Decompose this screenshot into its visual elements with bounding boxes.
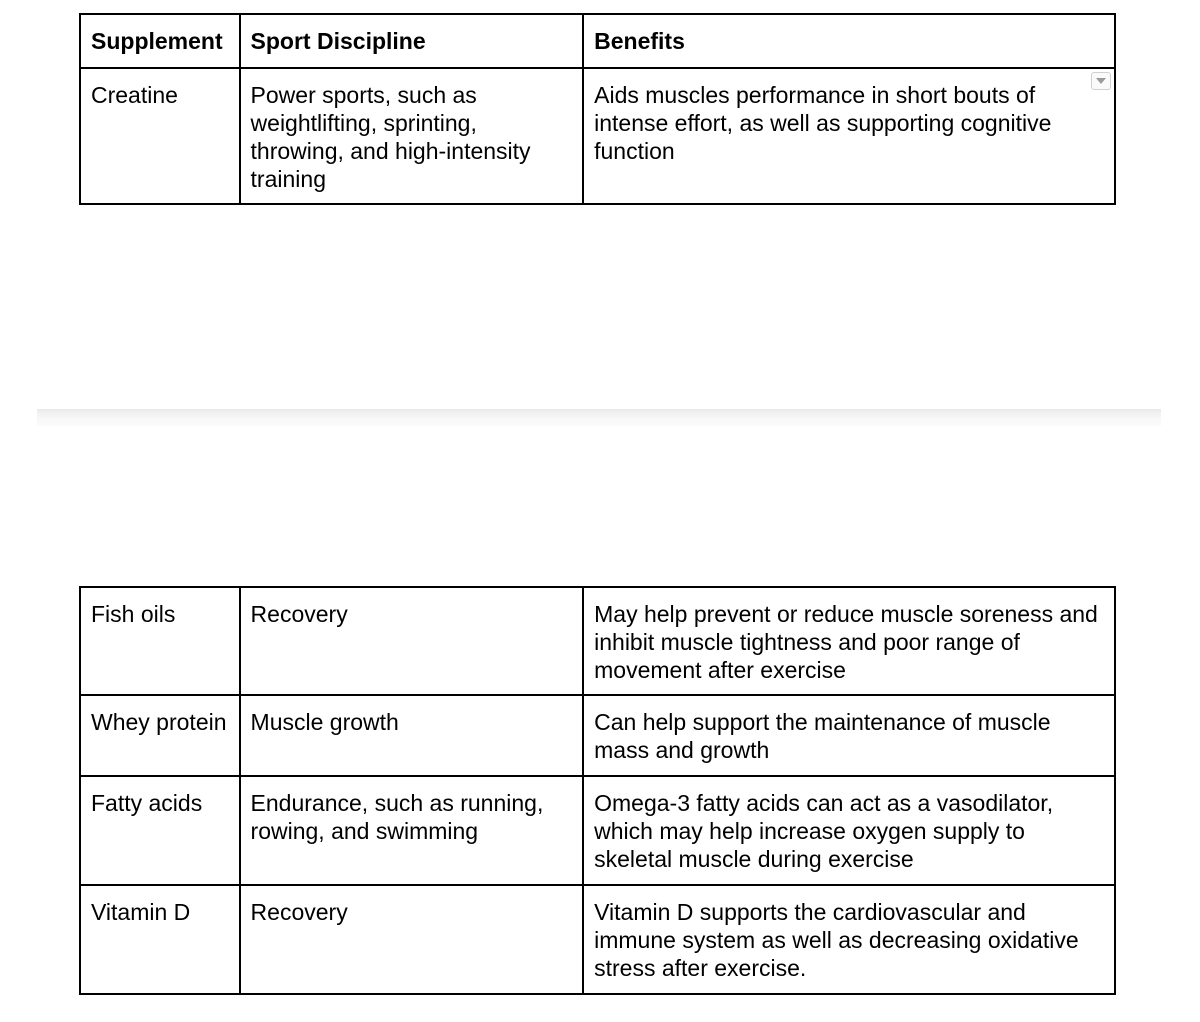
cell-sport-discipline[interactable]: Recovery bbox=[240, 587, 584, 695]
table-row bbox=[80, 68, 1115, 204]
cell-supplement[interactable]: Vitamin D bbox=[80, 885, 240, 994]
cell-sport-discipline[interactable]: Recovery bbox=[240, 885, 584, 994]
cell-benefits[interactable]: May help prevent or reduce muscle soreness and inhibit muscle tightness and poor range of movement after exercise bbox=[583, 587, 1115, 695]
supplements-table-page-1 bbox=[79, 13, 1116, 205]
header-sport-discipline[interactable]: Sport Discipline bbox=[240, 14, 584, 68]
cell-benefits[interactable]: Can help support the maintenance of muscle mass and growth bbox=[583, 695, 1115, 776]
cell-supplement[interactable]: Whey protein bbox=[80, 695, 240, 776]
cell-benefits[interactable]: Omega-3 fatty acids can act as a vasodilator, which may help increase oxygen supply to skeletal muscle during exercise bbox=[583, 776, 1115, 885]
cell-supplement[interactable]: Fatty acids bbox=[80, 776, 240, 885]
cell-sport-discipline[interactable]: Power sports, such as weightlifting, sprinting, throwing, and high-intensity training bbox=[240, 68, 584, 204]
table-row bbox=[80, 587, 1115, 695]
table-row bbox=[80, 776, 1115, 885]
cell-sport-discipline[interactable]: Muscle growth bbox=[240, 695, 584, 776]
cell-supplement[interactable]: Fish oils bbox=[80, 587, 240, 695]
table-header-row bbox=[80, 14, 1115, 68]
header-benefits[interactable]: Benefits bbox=[583, 14, 1115, 68]
cell-benefits[interactable] bbox=[583, 68, 1115, 204]
cell-sport-discipline[interactable]: Endurance, such as running, rowing, and swimming bbox=[240, 776, 584, 885]
table-row bbox=[80, 885, 1115, 994]
chevron-down-icon[interactable] bbox=[1091, 72, 1111, 90]
table-row bbox=[80, 695, 1115, 776]
header-supplement[interactable]: Supplement bbox=[80, 14, 240, 68]
supplements-table-page-2 bbox=[79, 586, 1116, 995]
cell-benefits[interactable]: Vitamin D supports the cardiovascular and immune system as well as decreasing oxidative stress after exercise. bbox=[583, 885, 1115, 994]
page-break bbox=[37, 409, 1161, 426]
cell-benefits-text: Aids muscles performance in short bouts of intense effort, as well as supporting cognitive function bbox=[594, 82, 1052, 164]
cell-supplement[interactable]: Creatine bbox=[80, 68, 240, 204]
